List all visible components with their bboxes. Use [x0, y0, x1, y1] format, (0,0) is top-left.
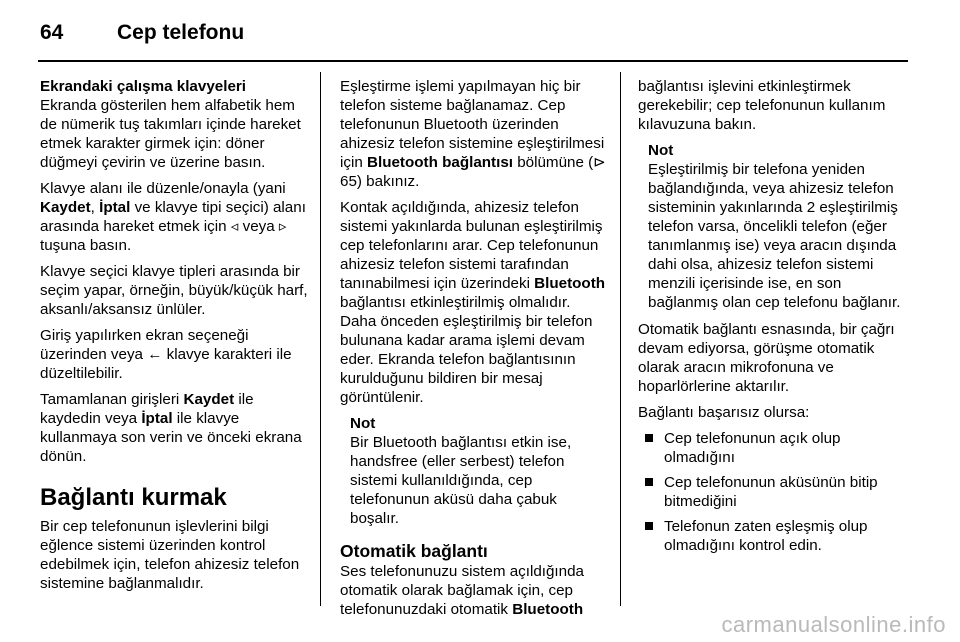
bluetooth-label: Bluetooth — [534, 275, 606, 292]
text-run: ile klavye kullanmaya son verin ve önceki ekrana dönün. — [40, 410, 302, 465]
paragraph: Ekranda gösterilen hem alfabetik hem de nümerik tuş takımları içinde hareket etmek karakter girmek için: döner düğmeyi çevirin ve üzerine basın. — [40, 97, 301, 171]
text-run: Klavye alanı ile düzenle/onayla (yani — [40, 180, 286, 197]
paragraph: Klavye seçici klavye tipleri arasında bir seçim yapar, örneğin, büyük/küçük harf, aksanlı/aksansız ünlüler. — [40, 263, 308, 318]
column-divider-2 — [620, 72, 621, 606]
column-divider-1 — [320, 72, 321, 606]
iptal-label: İptal — [99, 199, 131, 216]
text-run: ve klavye tipi seçici) alanı arasında hareket etmek için ◃ veya ▹ tuşuna basın. — [40, 199, 306, 254]
section-title: Bağlantı kurmak — [40, 484, 227, 511]
column-2 — [340, 77, 608, 626]
kaydet-label: Kaydet — [183, 391, 235, 408]
paragraph — [340, 77, 608, 191]
paragraph — [40, 390, 308, 466]
paragraph — [40, 179, 308, 255]
iptal-label: İptal — [141, 410, 173, 427]
paragraph: Otomatik bağlantı esnasında, bir çağrı devam ediyorsa, görüşme otomatik olarak aracın mikrofonuna ve hoparlörlerine aktarılır. — [638, 321, 895, 395]
text-run: Eşleştirme işlemi yapılmayan hiç bir telefon sisteme bağlanamaz. Cep telefonunun Bluetooth üzerinden ahizesiz telefon sistemine eşleştirilmesi için — [340, 78, 605, 171]
note-text: Bir Bluetooth bağlantısı etkin ise, handsfree (eller serbest) telefon sistemi kullanıldığında, cep telefonunun aküsü daha çabuk boşalır. — [350, 434, 572, 527]
bluetooth-baglantisi-label: Bluetooth bağlantısı — [367, 154, 513, 171]
paragraph: Bağlantı başarısız olursa: — [638, 404, 810, 421]
note-title: Not — [350, 415, 376, 432]
section-title: Otomatik bağlantı — [340, 541, 488, 561]
text-run: Kontak açıldığında, ahizesiz telefon sistemi yakınlarda bulunan eşleştirilmiş cep telefonlarını arar. Cep telefonunun ahizesiz telefon sistemi tarafından tanınabilmesi için üzerindeki — [340, 199, 603, 292]
list-item: Cep telefonunun aküsünün bitip bitmediğini — [638, 473, 906, 511]
paragraph — [340, 562, 608, 619]
note-box — [648, 141, 906, 312]
column-3 — [638, 77, 906, 561]
list-item: Cep telefonunun açık olup olmadığını — [638, 429, 906, 467]
paragraph: bağlantısı işlevini etkinleştirmek gerekebilir; cep telefonunun kullanım kılavuzuna bakın. — [638, 78, 886, 133]
list-item: Telefonun zaten eşleşmiş olup olmadığını kontrol edin. — [638, 517, 906, 555]
text-run: , — [90, 199, 100, 216]
kaydet-label: Kaydet — [40, 199, 91, 216]
text-run: ile kaydedin veya — [40, 391, 254, 427]
header-rule — [38, 60, 908, 62]
bluetooth-label: Bluetooth — [512, 601, 584, 618]
note-title: Not — [648, 142, 674, 159]
paragraph — [340, 198, 608, 407]
paragraph: Giriş yapılırken ekran seçeneği üzerinden veya ← klavye karakteri ile düzeltilebilir. — [40, 327, 292, 382]
text-run: bölümüne (⊳ 65) bakınız. — [340, 154, 606, 190]
note-box — [350, 414, 608, 528]
page-number: 64 — [40, 21, 64, 44]
paragraph: Bir cep telefonunun işlevlerini bilgi eğlence sistemi üzerinden kontrol edebilmek için, telefon ahizesiz telefon sistemine bağlanmalıdır. — [40, 518, 300, 592]
bullet-list — [638, 429, 906, 555]
page-title: Cep telefonu — [117, 21, 245, 44]
text-run: bağlantısı etkinleştirilmiş olmalıdır. Daha önceden eşleştirilmiş bir telefon bulunana kadar arama işlemi devam eder. Ekranda telefon bağlantısının kurulduğunu bildiren bir mesaj görüntülenir. — [340, 294, 593, 406]
note-text: Eşleştirilmiş bir telefona yeniden bağlandığında, veya ahizesiz telefon sisteminin yakınlarında 2 eşleştirilmiş telefon varsa, öncelikli telefon (eğer tanımlanmış ise) veya aracın dışında dahi olsa, ahizesiz telefon sistemi menzili içerisinde ise, en son bağlanmış olan cep telefonu bağlanır. — [648, 161, 901, 311]
column-1 — [40, 77, 308, 600]
subsection-heading: Ekrandaki çalışma klavyeleri — [40, 78, 247, 95]
text-run: Ses telefonunuzu sistem açıldığında otomatik olarak bağlamak için, cep telefonunuzdaki otomatik — [340, 563, 584, 618]
watermark: carmanualsonline.info — [721, 612, 946, 637]
text-run: Tamamlanan girişleri — [40, 391, 184, 408]
page-header — [40, 14, 244, 52]
